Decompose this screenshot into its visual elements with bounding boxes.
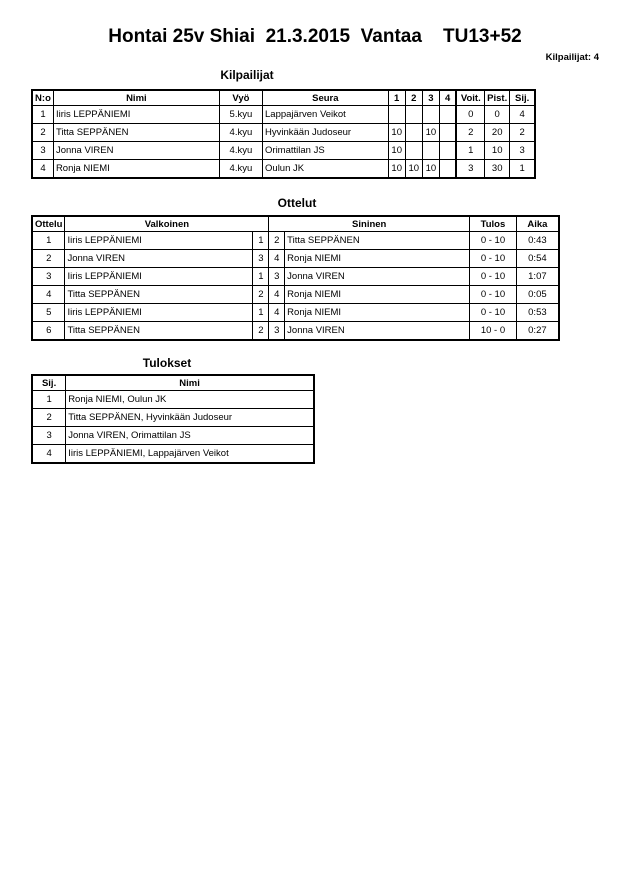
- table-cell: Ronja NIEMI: [53, 160, 219, 179]
- table-cell: Iiris LEPPÄNIEMI: [65, 232, 253, 250]
- column-header: Aika: [516, 216, 559, 232]
- table-cell: 10: [422, 160, 439, 179]
- table-cell: 0 - 10: [470, 250, 517, 268]
- table-cell: [405, 124, 422, 142]
- results-table: [31, 374, 315, 464]
- table-row: [32, 304, 559, 322]
- table-cell: 5.kyu: [219, 106, 262, 124]
- column-header: 4: [439, 90, 456, 106]
- table-cell: 4: [269, 286, 285, 304]
- table-cell: Jonna VIREN: [65, 250, 253, 268]
- table-cell: 10: [388, 160, 405, 179]
- table-row: [32, 427, 314, 445]
- table-cell: [422, 106, 439, 124]
- table-cell: [405, 142, 422, 160]
- table-cell: Ronja NIEMI: [285, 250, 470, 268]
- table-cell: Lappajärven Veikot: [263, 106, 389, 124]
- table-cell: 4.kyu: [219, 160, 262, 179]
- table-cell: 1: [510, 160, 535, 179]
- table-cell: 0: [456, 106, 484, 124]
- table-cell: [405, 106, 422, 124]
- column-header: Ottelu: [32, 216, 65, 232]
- table-cell: 2: [32, 250, 65, 268]
- column-header: 3: [422, 90, 439, 106]
- page-title: Hontai 25v Shiai 21.3.2015 Vantaa TU13+52: [108, 26, 522, 47]
- table-cell: Hyvinkään Judoseur: [263, 124, 389, 142]
- table-cell: 1:07: [516, 268, 559, 286]
- table-cell: 10: [388, 124, 405, 142]
- table-cell: 5: [32, 304, 65, 322]
- table-cell: 0 - 10: [470, 304, 517, 322]
- table-cell: 0: [485, 106, 510, 124]
- table-cell: [422, 142, 439, 160]
- table-cell: Ronja NIEMI, Oulun JK: [66, 391, 314, 409]
- table-cell: Iiris LEPPÄNIEMI, Lappajärven Veikot: [66, 445, 314, 464]
- table-cell: 4.kyu: [219, 124, 262, 142]
- table-cell: 4.kyu: [219, 142, 262, 160]
- table-cell: Ronja NIEMI: [285, 286, 470, 304]
- column-header: Nimi: [53, 90, 219, 106]
- table-cell: 3: [510, 142, 535, 160]
- table-cell: 2: [510, 124, 535, 142]
- table-cell: 10 - 0: [470, 322, 517, 341]
- table-row: [32, 322, 559, 341]
- table-cell: 3: [269, 322, 285, 341]
- table-row: [32, 160, 535, 179]
- table-cell: Jonna VIREN: [285, 268, 470, 286]
- table-row: [32, 268, 559, 286]
- column-header: Voit.: [456, 90, 484, 106]
- table-row: [32, 409, 314, 427]
- table-row: [32, 391, 314, 409]
- table-cell: 30: [485, 160, 510, 179]
- table-cell: 2: [32, 124, 53, 142]
- table-cell: 6: [32, 322, 65, 341]
- table-row: [32, 250, 559, 268]
- table-cell: 2: [253, 322, 269, 341]
- table-cell: 2: [253, 286, 269, 304]
- table-cell: Iiris LEPPÄNIEMI: [65, 304, 253, 322]
- column-header: Sininen: [269, 216, 470, 232]
- table-cell: 4: [269, 304, 285, 322]
- table-cell: 3: [32, 427, 66, 445]
- table-cell: 0 - 10: [470, 286, 517, 304]
- table-cell: Iiris LEPPÄNIEMI: [53, 106, 219, 124]
- column-header: 2: [405, 90, 422, 106]
- table-cell: Jonna VIREN: [285, 322, 470, 341]
- column-header: Sij.: [510, 90, 535, 106]
- table-cell: 0:53: [516, 304, 559, 322]
- table-cell: Titta SEPPÄNEN, Hyvinkään Judoseur: [66, 409, 314, 427]
- table-cell: [439, 160, 456, 179]
- table-cell: 10: [485, 142, 510, 160]
- table-cell: 4: [32, 445, 66, 464]
- table-row: [32, 106, 535, 124]
- column-header: Sij.: [32, 375, 66, 391]
- table-cell: 0 - 10: [470, 232, 517, 250]
- table-cell: 1: [32, 106, 53, 124]
- table-cell: 4: [32, 286, 65, 304]
- table-cell: 4: [510, 106, 535, 124]
- column-header: Nimi: [66, 375, 314, 391]
- table-cell: Jonna VIREN: [53, 142, 219, 160]
- table-cell: [388, 106, 405, 124]
- table-cell: 4: [269, 250, 285, 268]
- matches-heading: Ottelut: [277, 196, 317, 210]
- table-cell: 0:05: [516, 286, 559, 304]
- table-cell: 3: [456, 160, 484, 179]
- table-cell: 0:54: [516, 250, 559, 268]
- table-cell: 1: [32, 391, 66, 409]
- table-cell: 2: [269, 232, 285, 250]
- table-cell: 1: [253, 232, 269, 250]
- table-cell: 3: [269, 268, 285, 286]
- table-cell: [439, 106, 456, 124]
- column-header: Seura: [263, 90, 389, 106]
- competitors-heading: Kilpailijat: [220, 68, 274, 82]
- column-header: N:o: [32, 90, 53, 106]
- table-row: [32, 124, 535, 142]
- table-cell: 1: [253, 304, 269, 322]
- table-cell: Jonna VIREN, Orimattilan JS: [66, 427, 314, 445]
- table-row: [32, 286, 559, 304]
- table-cell: 0:27: [516, 322, 559, 341]
- table-cell: 10: [405, 160, 422, 179]
- column-header: Pist.: [485, 90, 510, 106]
- table-cell: 10: [422, 124, 439, 142]
- table-row: [32, 445, 314, 464]
- column-header: 1: [388, 90, 405, 106]
- column-header: Tulos: [470, 216, 517, 232]
- results-heading: Tulokset: [142, 356, 192, 370]
- table-cell: Titta SEPPÄNEN: [65, 322, 253, 341]
- table-cell: Iiris LEPPÄNIEMI: [65, 268, 253, 286]
- table-cell: [439, 124, 456, 142]
- table-row: [32, 142, 535, 160]
- table-cell: Orimattilan JS: [263, 142, 389, 160]
- table-cell: Titta SEPPÄNEN: [65, 286, 253, 304]
- table-cell: 2: [456, 124, 484, 142]
- participant-count: Kilpailijat: 4: [545, 52, 599, 63]
- table-cell: 1: [456, 142, 484, 160]
- table-cell: 10: [388, 142, 405, 160]
- column-header: Valkoinen: [65, 216, 269, 232]
- table-cell: Oulun JK: [263, 160, 389, 179]
- table-cell: Titta SEPPÄNEN: [285, 232, 470, 250]
- table-cell: 20: [485, 124, 510, 142]
- table-cell: 0:43: [516, 232, 559, 250]
- table-cell: 3: [32, 142, 53, 160]
- table-row: [32, 232, 559, 250]
- table-cell: 0 - 10: [470, 268, 517, 286]
- table-cell: Titta SEPPÄNEN: [53, 124, 219, 142]
- table-cell: 2: [32, 409, 66, 427]
- table-cell: 3: [32, 268, 65, 286]
- table-cell: Ronja NIEMI: [285, 304, 470, 322]
- table-cell: [439, 142, 456, 160]
- matches-table: [31, 215, 560, 341]
- table-cell: 1: [253, 268, 269, 286]
- table-cell: 4: [32, 160, 53, 179]
- table-cell: 1: [32, 232, 65, 250]
- competitors-table: [31, 89, 536, 179]
- column-header: Vyö: [219, 90, 262, 106]
- table-cell: 3: [253, 250, 269, 268]
